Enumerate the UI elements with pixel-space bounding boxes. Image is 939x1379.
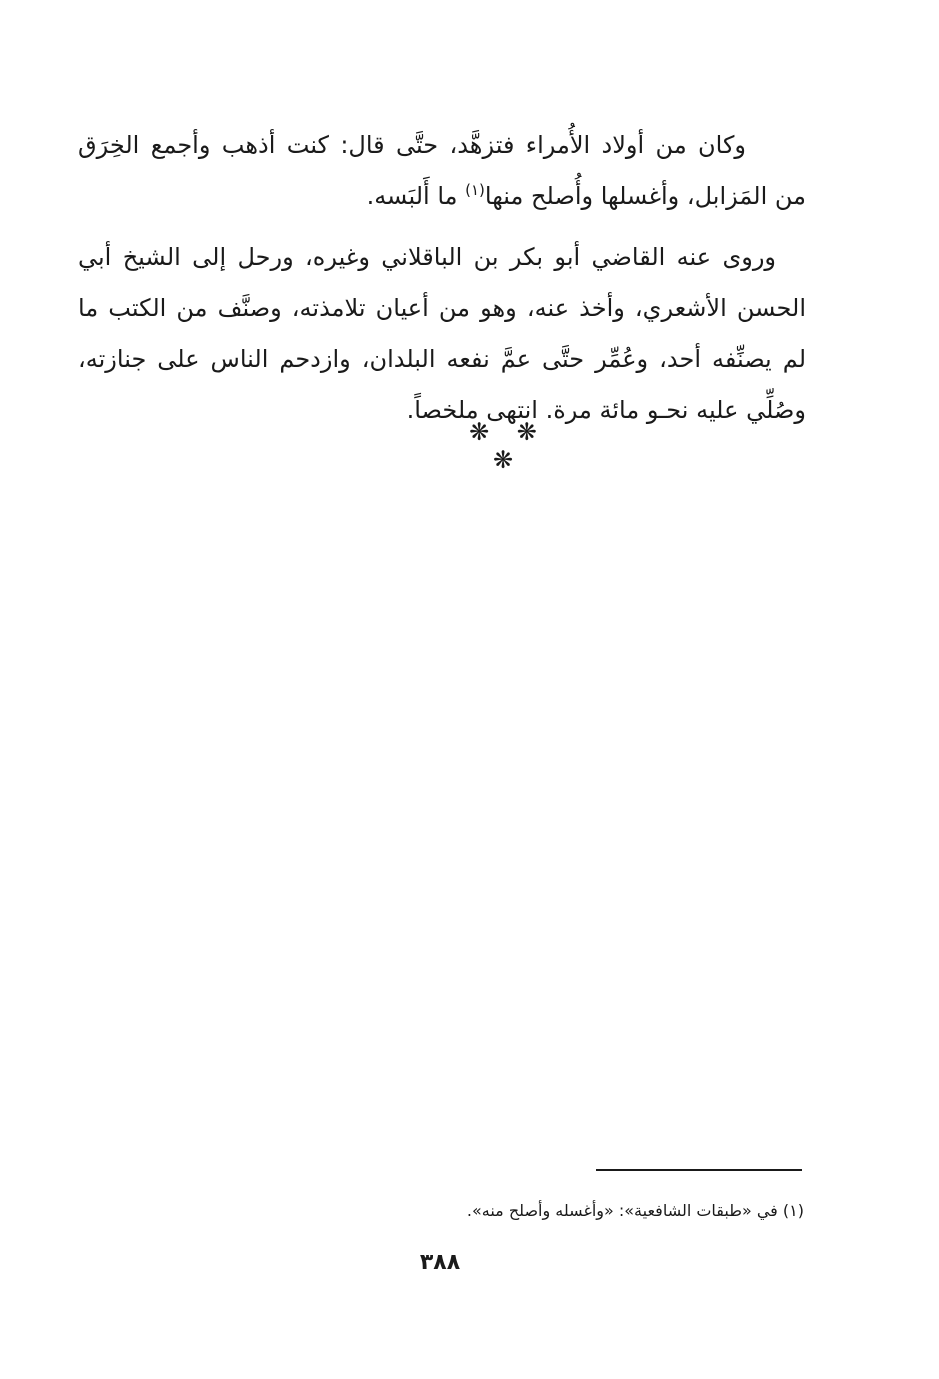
paragraph-2: وروى عنه القاضي أبو بكر بن الباقلاني وغيره، ورحل إلى الشيخ أبي الحسن الأشعري، وأخذ عنه، وهو من أعيان تلامذته، وصنَّف من الكتب ما لم يصنِّفه أحد، وعُمِّر حتَّى عمَّ نفعه البلدان، وازدحم الناس على جنازته، وصُلِّي عليه نحـو مائة مرة. انتهى ملخصاً. — [78, 243, 806, 424]
paragraph-1-tail: ما أَلبَسه. — [366, 182, 466, 210]
page-number: ٣٨٨ — [419, 1250, 461, 1275]
footnote: (١) في «طبقات الشافعية»: «وأغسله وأصلح منه». — [466, 1201, 804, 1220]
footnote-reference: (١) — [465, 181, 485, 199]
section-separator: ❋ ❋ ❋ — [469, 418, 547, 474]
paragraph-1-text: وكان من أولاد الأُمراء فتزهَّد، حتَّى قال: كنت أذهب وأجمع الخِرَق من المَزابل، وأغسلها وأُصلح منها — [78, 131, 806, 210]
paragraph-1 — [78, 120, 806, 222]
footnote-divider — [596, 1169, 802, 1171]
